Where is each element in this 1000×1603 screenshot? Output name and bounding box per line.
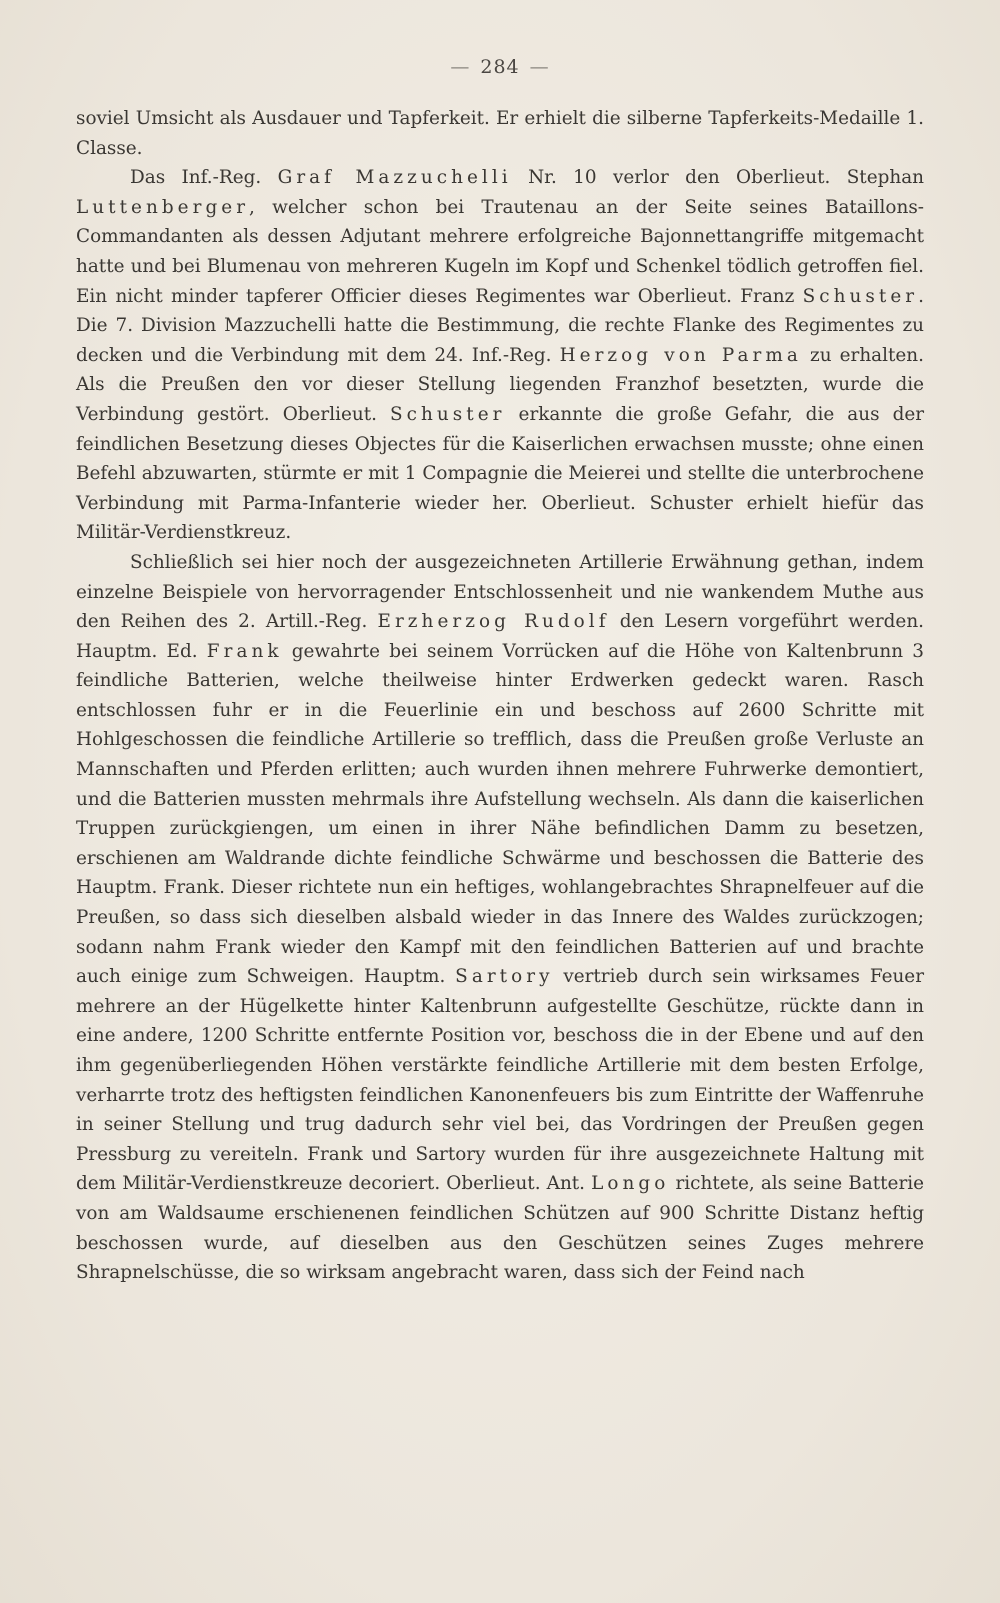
text-run: erkannte die große Gefahr, die aus der feindlichen Besetzung dieses Objectes für die Kaiserlichen erwachsen musste; ohne einen Befehl abzuwarten, stürmte er mit 1 Compagnie die Meierei und stellte die unterbrochene Verbindung mit Parma-Infanterie wieder her. Oberlieut. Schuster erhielt hiefür das Militär-Verdienstkreuz. xyxy=(76,403,925,544)
spaced-name: Erzherzog Rudolf xyxy=(377,611,610,633)
spaced-name: Herzog von Parma xyxy=(559,344,802,366)
text-run: Nr. 10 verlor den Oberlieut. Stephan xyxy=(511,167,924,189)
text-run: zu erhalten. Als die Preußen den vor dieser Stellung liegenden Franzhof besetzten, wurde die Verbindung gestört. Oberlieut. xyxy=(76,344,924,425)
text-run: , welcher schon bei Trautenau an der Seite seines Bataillons-Commandanten als dessen Adjutant mehrere erfolgreiche Bajonnettangriffe mitgemacht hatte und bei Blumenau von mehreren Kugeln im Kopf und Schenkel tödlich getroffen fiel. Ein nicht minder tapferer Officier dieses Regimentes war Oberlieut. Franz xyxy=(76,196,924,307)
page-number-value: 284 xyxy=(480,56,520,78)
text-run: Schließlich sei hier noch der ausgezeichneten Artillerie Erwähnung gethan, indem einzelne Beispiele von hervorragender Entschlossenheit und nie wankendem Muthe aus den Reihen des 2. Artill.-Reg. xyxy=(76,551,924,633)
text-run: soviel Umsicht als Ausdauer und Tapferkeit. Er erhielt die silberne Tapferkeits-Medaille 1. Classe. xyxy=(76,108,924,159)
text-run: vertrieb durch sein wirksames Feuer mehrere an der Hügelkette hinter Kaltenbrunn aufgestellte Geschütze, rückte dann in eine andere, 1200 Schritte entfernte Position vor, beschoss die in der Ebene und auf den ihm gegenüberliegenden Höhen verstärkte feindliche Artillerie mit dem besten Erfolge, verharrte trotz des heftigsten feindlichen Kanonenfeuers bis zum Eintritte der Waffenruhe in seiner Stellung und trug dadurch sehr viel bei, das Vordringen der Preußen gegen Pressburg zu vereiteln. Frank und Sartory wurden für ihre ausgezeichnete Haltung mit dem Militär-Verdienstkreuze decoriert. Oberlieut. Ant. xyxy=(76,966,924,1195)
spaced-name: Graf Mazzuchelli xyxy=(277,167,512,189)
spaced-name: Sartory xyxy=(455,966,554,988)
text-run: den Lesern vorgeführt werden. Hauptm. Ed. xyxy=(76,611,925,662)
spaced-name: Schuster xyxy=(802,285,919,307)
spaced-name: Longo xyxy=(591,1173,670,1195)
paragraph-1 xyxy=(76,104,924,163)
page-number xyxy=(76,56,924,78)
spaced-name: Luttenberger xyxy=(76,196,250,218)
paragraph-3 xyxy=(76,548,924,1288)
paragraph-2 xyxy=(76,163,924,548)
page-number-dash-left: — xyxy=(450,56,471,78)
text-run: . Die 7. Division Mazzuchelli hatte die Bestimmung, die rechte Flanke des Regimentes zu decken und die Verbindung mit dem 24. Inf.-Reg. xyxy=(76,285,924,366)
text-run: richtete, als seine Batterie von am Waldsaume erschienenen feindlichen Schützen auf 900 Schritte Distanz heftig beschossen wurde, auf dieselben aus den Geschützen seines Zuges mehrere Shrapnelschüsse, die so wirksam angebracht waren, dass sich der Feind nach xyxy=(76,1173,924,1284)
spaced-name: Schuster xyxy=(390,403,506,425)
spaced-name: Frank xyxy=(206,640,283,662)
body-text xyxy=(76,104,924,1288)
text-run: gewahrte bei seinem Vorrücken auf die Höhe von Kaltenbrunn 3 feindliche Batterien, welche theilweise hinter Erdwerken gedeckt waren. Rasch entschlossen fuhr er in die Feuerlinie ein und beschoss auf 2600 Schritte mit Hohlgeschossen die feindliche Artillerie so trefflich, dass die Preußen große Verluste an Mannschaften und Pferden erlitten; auch wurden ihnen mehrere Fuhrwerke demontiert, und die Batterien mussten mehrmals ihre Aufstellung wechseln. Als dann die kaiserlichen Truppen zurückgiengen, um einen in ihrer Nähe befindlichen Damm zu besetzen, erschienen am Waldrande dichte feindliche Schwärme und beschossen die Batterie des Hauptm. Frank. Dieser richtete nun ein heftiges, wohlangebrachtes Shrapnelfeuer auf die Preußen, so dass sich dieselben alsbald wieder in das Innere des Waldes zurückzogen; sodann nahm Frank wieder den Kampf mit den feindlichen Batterien auf und brachte auch einige zum Schweigen. Hauptm. xyxy=(76,640,925,988)
text-run: Das Inf.-Reg. xyxy=(130,167,278,189)
page-number-dash-right: — xyxy=(529,56,550,78)
